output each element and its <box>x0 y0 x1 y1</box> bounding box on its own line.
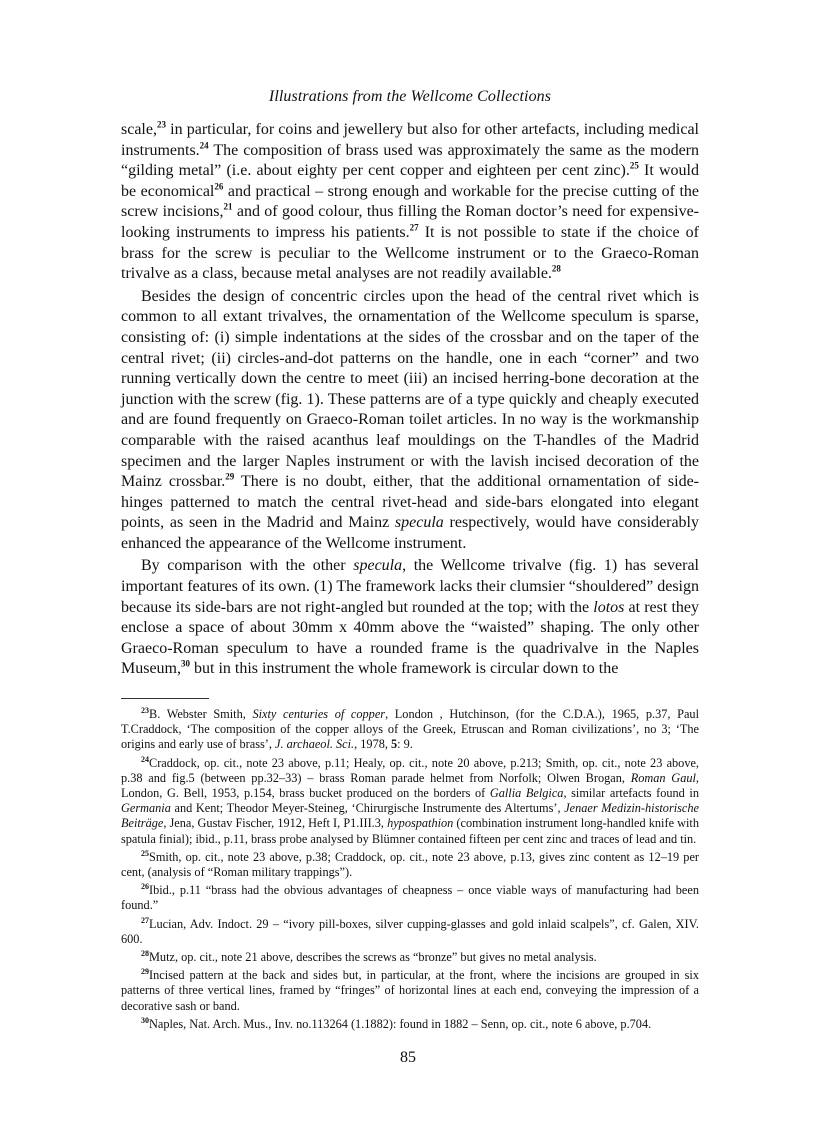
footnote-number: 24 <box>141 754 149 764</box>
italic-text: specula <box>353 557 403 575</box>
text-run: in particular, for coins and jewellery but also for other artefacts, including medical instruments. <box>121 121 699 159</box>
page-number: 85 <box>400 1049 416 1066</box>
italic-text: lotos <box>593 598 625 616</box>
text-run: , 1978, <box>354 737 392 752</box>
footnote-number: 23 <box>141 705 149 715</box>
text-run: By comparison with the other <box>141 557 354 575</box>
text-run: Lucian, Adv. Indoct. 29 – “ivory pill-boxes, silver cupping-glasses and gold inlaid scalpels”, cf. Galen, XIV. 600. <box>121 916 699 946</box>
italic-text: Sixty centuries of copper <box>252 707 386 722</box>
text-run: at rest they enclose a space of about 30mm x 40mm above the “waisted” shaping. The only other Graeco-Roman speculum to have a rounded frame is the quadrivalve in the Naples Museum, <box>121 598 700 678</box>
footnote-reference: 26 <box>214 181 224 192</box>
text-run: , Jena, Gustav Fischer, 1912, Heft I, P1.III.3, <box>163 816 388 831</box>
text-run: B. Webster Smith, <box>149 707 253 722</box>
text-run: and of good colour, thus filling the Roman doctor’s need for expensive-looking instruments to impress his patients. <box>121 203 700 241</box>
text-run: , the Wellcome trivalve (fig. 1) has several important features of its own. (1) The framework lacks their clumsier “shouldered” design because its side-bars are not right-angled but rounded at the top; with the <box>121 557 700 616</box>
running-head: Illustrations from the Wellcome Collections <box>268 88 552 105</box>
footnote-number: 27 <box>141 915 149 925</box>
text-run: (combination instrument long-handled knife with spatula finial); ibid., p.11, brass probe analysed by Blümner contained fifteen per cent zinc and traces of lead and tin. <box>121 816 699 846</box>
footnote-reference: 23 <box>156 119 166 130</box>
italic-text: J. archaeol. Sci. <box>275 737 355 752</box>
footnote-number: 29 <box>141 967 149 977</box>
bold-text: 5 <box>391 737 398 752</box>
text-run: Besides the design of concentric circles upon the head of the central rivet which is common to all extant trivalves, the ornamentation of the Wellcome speculum is sparse, consisting of: (i) simple indentations at the sides of the crossbar and on the taper of the central rivet; (ii) circles-and-dot patterns on the handle, one in each “corner” and two running vertically down the centre to meet (iii) an incised herring-bone decoration at the junction with the screw (fig. 1). These patterns are of a type quickly and cheaply executed and are found frequently on Graeco-Roman toilet articles. In no way is the workmanship comparable with the raised acanthus leaf mouldings on the T-handles of the Madrid specimen and the larger Naples instrument or with the lavish incised decoration of the Mainz crossbar. <box>121 287 699 491</box>
footnote <box>121 950 699 965</box>
italic-text: Jenaer Medizin-historische Beiträge <box>121 801 699 831</box>
italic-text: hypospathion <box>387 816 454 831</box>
footnote-reference: 24 <box>199 140 209 151</box>
text-run: respectively, would have considerably enhanced the appearance of the Wellcome instrument. <box>121 514 699 552</box>
text-run: : 9. <box>397 737 413 752</box>
text-run: and practical – strong enough and workable for the precise cutting of the screw incisions, <box>121 182 699 221</box>
text-run: scale, <box>121 121 157 138</box>
text-run: It would be economical <box>121 162 699 200</box>
text-run: Smith, op. cit., note 23 above, p.38; Craddock, op. cit., note 23 above, p.13, gives zinc content as 12–19 per cent, (analysis of “Roman military trappings”). <box>121 849 699 880</box>
footnote <box>121 917 699 947</box>
footnote-reference: 27 <box>409 222 419 233</box>
footnote <box>121 850 699 880</box>
footnote-reference: 30 <box>181 659 190 670</box>
footnote-reference: 21 <box>223 202 233 213</box>
text-run: There is no doubt, either, that the additional ornamentation of side-hinges patterned to match the central rivet-head and side-bars elongated into elegant points, as seen in the Madrid and Mainz <box>121 473 700 532</box>
footnotes <box>121 707 699 1032</box>
footnote-reference: 29 <box>225 471 235 482</box>
italic-text: Germania <box>121 801 171 816</box>
text-run: , similar artefacts found in <box>563 786 699 801</box>
text-run: but in this instrument the whole framework is circular down to the <box>190 660 619 678</box>
footnote <box>121 756 699 847</box>
text-run: The composition of brass used was approximately the same as the modern “gilding metal” (i.e. about eighty per cent copper and eighteen per cent zinc). <box>121 141 699 180</box>
body-text <box>121 120 699 680</box>
text-run: and Kent; Theodor Meyer-Steineg, ‘Chirurgische Instrumente des Altertums’, <box>170 801 565 816</box>
footnote-number: 28 <box>141 948 149 958</box>
italic-text: Roman Gaul <box>630 770 696 785</box>
text-run: Ibid., p.11 “brass had the obvious advantages of cheapness – once viable ways of manufacturing had been found.” <box>121 883 699 913</box>
text-run: , London, G. Bell, 1953, p.154, brass bucket produced on the borders of <box>121 770 699 801</box>
page <box>121 88 699 1035</box>
body-paragraph <box>121 556 699 680</box>
text-run: It is not possible to state if the choice of brass for the screw is peculiar to the Wellcome instrument or to the Graeco-Roman trivalve as a class, because metal analyses are not readily available. <box>121 223 699 283</box>
footnote <box>121 968 699 1014</box>
text-run: Mutz, op. cit., note 21 above, describes the screws as “bronze” but gives no metal analysis. <box>149 950 597 965</box>
text-run: , London , Hutchinson, (for the C.D.A.), 1965, p.37, Paul T.Craddock, ‘The composition of the copper alloys of the Greek, Etruscan and Roman civilizations’, no 3; ‘The origins and early use of brass’, <box>121 707 699 752</box>
footnote <box>121 883 699 913</box>
footnote-reference: 25 <box>629 160 639 171</box>
italic-text: specula <box>394 514 444 532</box>
footnote-number: 30 <box>141 1015 149 1025</box>
text-run: Naples, Nat. Arch. Mus., Inv. no.113264 (1.1882): found in 1882 – Senn, op. cit., note 6 above, p.704. <box>149 1016 652 1031</box>
italic-text: Gallia Belgica <box>489 786 564 801</box>
text-run: Craddock, op. cit., note 23 above, p.11; Healy, op. cit., note 20 above, p.213; Smith, op. cit., note 23 above, p.38 and fig.5 (between pp.32–33) – brass Roman parade helmet from Norfolk; Olwen Brogan, <box>121 755 699 785</box>
footnote-rule <box>121 698 209 699</box>
text-run: Incised pattern at the back and sides but, in particular, at the front, where the incisions are grouped in six patterns of three vertical lines, framed by “fringes” of horizontal lines at each end, conveying the impression of a decorative sash or band. <box>121 968 699 1013</box>
body-paragraph <box>121 287 699 555</box>
footnote <box>121 1017 699 1032</box>
body-paragraph <box>121 120 699 285</box>
footnote-number: 26 <box>141 882 149 892</box>
footnote-reference: 28 <box>551 263 561 274</box>
footnote-number: 25 <box>141 848 149 858</box>
footnote <box>121 707 699 753</box>
